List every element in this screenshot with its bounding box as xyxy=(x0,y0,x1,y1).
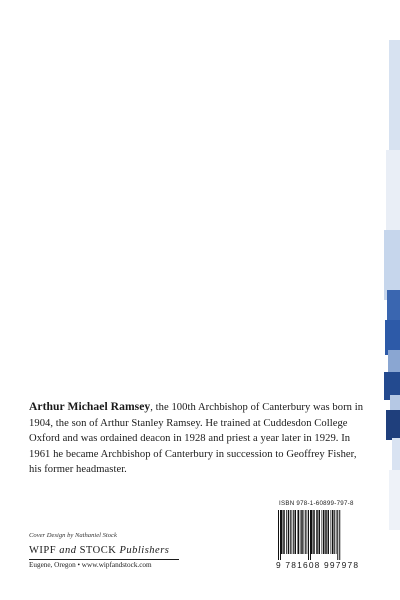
barcode-bar xyxy=(298,510,300,554)
barcode-bar xyxy=(311,510,313,554)
author-blurb xyxy=(29,399,369,478)
publisher-name-part2: STOCK xyxy=(76,545,120,556)
publisher-name-and: and xyxy=(59,545,77,556)
cover-art-strip xyxy=(384,0,400,600)
barcode-guard-bar xyxy=(337,510,338,560)
publisher-name xyxy=(29,545,169,556)
barcode-bar xyxy=(295,510,297,554)
barcode-bar xyxy=(305,510,306,554)
barcode-bar xyxy=(328,510,330,554)
barcode-bar xyxy=(334,510,335,554)
barcode-guard-bar xyxy=(339,510,340,560)
barcode-digits: 9 781608 997978 xyxy=(276,560,360,570)
barcode-bar xyxy=(325,510,327,554)
publisher-name-part3: Publishers xyxy=(119,545,170,556)
barcode-bar xyxy=(283,510,285,554)
publisher-divider xyxy=(29,559,179,560)
barcode-bar xyxy=(316,510,318,554)
author-biography: , the 100th Archbishop of Canterbury was born in 1904, the son of Arthur Stanley Ramsey. He trained at Cuddesdon College Oxford and was ordained deacon in 1928 and priest a year later in 1929. In 1961 he became Archbishop of Canterbury in succession to Geoffrey Fisher, his former headmaster. xyxy=(29,402,364,475)
barcode-bar xyxy=(290,510,291,554)
cover-design-credit: Cover Design by Nathaniel Stock xyxy=(29,532,117,539)
publisher-name-part1: WIPF xyxy=(29,545,60,556)
barcode-guard-bar xyxy=(308,510,309,560)
publisher-address: Eugene, Oregon • www.wipfandstock.com xyxy=(29,561,152,569)
barcode-bar xyxy=(292,510,293,554)
barcode-bar xyxy=(323,510,325,554)
barcode-bar xyxy=(288,510,290,554)
barcode-guard-bar xyxy=(310,510,311,560)
barcode-bar xyxy=(300,510,301,554)
barcode-bar xyxy=(319,510,321,554)
barcode-bars xyxy=(274,510,372,560)
barcode-bar xyxy=(307,510,308,554)
barcode-bar xyxy=(322,510,323,554)
barcode-bar xyxy=(281,510,283,554)
barcode-bar xyxy=(331,510,332,554)
barcode-bar xyxy=(332,510,334,554)
barcode-guard-bar xyxy=(278,510,279,560)
barcode-bar xyxy=(286,510,287,554)
barcode-bar xyxy=(304,510,305,554)
barcode-bar xyxy=(313,510,315,554)
isbn-label: ISBN 978-1-60899-797-8 xyxy=(279,500,354,507)
barcode-bar xyxy=(336,510,337,554)
author-name: Arthur Michael Ramsey xyxy=(29,400,151,413)
cover-art-graphic xyxy=(384,0,400,600)
barcode-guard-bar xyxy=(280,510,281,560)
barcode-bar xyxy=(301,510,303,554)
barcode-bar xyxy=(293,510,294,554)
